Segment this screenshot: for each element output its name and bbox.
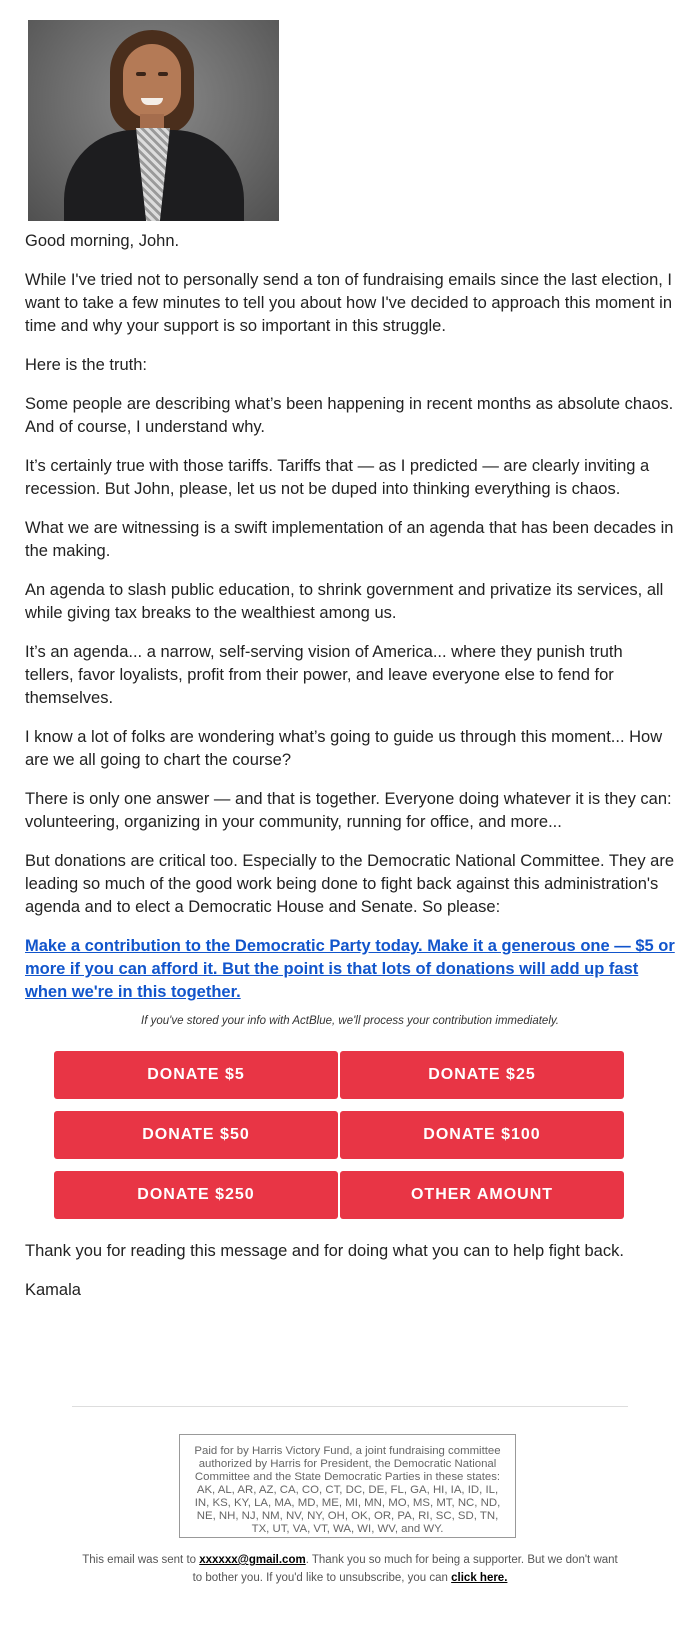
paragraph: I know a lot of folks are wondering what’s going to guide us through this moment... How are we all going to chart the course? <box>25 728 663 769</box>
paragraph: Some people are describing what’s been happening in recent months as absolute chaos. And of course, I understand why. <box>25 395 674 436</box>
footer-body-text: . Thank you so much for being a supporter. But we don't want to bother you. If you'd like to unsubscribe, you can <box>192 1554 618 1584</box>
donate-250-button[interactable]: DONATE $250 <box>54 1171 338 1219</box>
donate-100-button[interactable]: DONATE $100 <box>340 1111 624 1159</box>
signature: Kamala <box>25 1281 81 1299</box>
contribute-link[interactable]: Make a contribution to the Democratic Party today. Make it a generous one — $5 or more if you can afford it. But the point is that lots of donations will add up fast when we're in this together. <box>25 937 675 1001</box>
actblue-note: If you've stored your info with ActBlue, we'll process your contribution immediately. <box>141 1015 559 1027</box>
portrait-eye-right <box>158 72 168 76</box>
letter-body <box>25 230 675 1020</box>
paid-for-disclaimer: Paid for by Harris Victory Fund, a joint fundraising committee authorized by Harris for President, the Democratic National Committee and the State Democratic Parties in these states: AK, AL, AR, AZ, CA, CO, CT, DC, DE, FL, GA, HI, IA, ID, IL, IN, KS, KY, LA, MA, MD, ME, MI, MN, MO, MS, MT, NC, ND, NE, NH, NJ, NM, NV, NY, OH, OK, OR, PA, RI, SC, SD, TN, TX, UT, VA, VT, WA, WI, WV, and WY. <box>179 1434 516 1538</box>
portrait-eye-left <box>136 72 146 76</box>
paragraph: But donations are critical too. Especially to the Democratic National Committee. They are leading so much of the good work being done to fight back against this administration's agenda and to elect a Democratic House and Senate. So please: <box>25 852 674 916</box>
donate-25-button[interactable]: DONATE $25 <box>340 1051 624 1099</box>
paragraph: It’s certainly true with those tariffs. Tariffs that — as I predicted — are clearly inviting a recession. But John, please, let us not be duped into thinking everything is chaos. <box>25 457 650 498</box>
divider <box>72 1406 628 1407</box>
other-amount-button[interactable]: OTHER AMOUNT <box>340 1171 624 1219</box>
donate-50-button[interactable]: DONATE $50 <box>54 1111 338 1159</box>
footer-sent-to-text: This email was sent to <box>82 1554 200 1566</box>
recipient-email-link[interactable]: xxxxxx@gmail.com <box>199 1554 306 1566</box>
greeting: Good morning, John. <box>25 232 180 250</box>
footer <box>80 1551 620 1587</box>
portrait-face <box>123 44 181 118</box>
paragraph: An agenda to slash public education, to shrink government and privatize its services, all while giving tax breaks to the wealthiest among us. <box>25 581 664 622</box>
paragraph: Here is the truth: <box>25 356 147 374</box>
paragraph: There is only one answer — and that is together. Everyone doing whatever it is they can: volunteering, organizing in your community, running for office, and more... <box>25 790 672 831</box>
portrait-photo <box>28 20 279 221</box>
unsubscribe-link[interactable]: click here. <box>451 1572 508 1584</box>
paragraph: What we are witnessing is a swift implementation of an agenda that has been decades in the making. <box>25 519 674 560</box>
donate-5-button[interactable]: DONATE $5 <box>54 1051 338 1099</box>
closing-line: Thank you for reading this message and for doing what you can to help fight back. <box>25 1242 624 1260</box>
portrait-smile <box>141 98 163 105</box>
paragraph: While I've tried not to personally send a ton of fundraising emails since the last election, I want to take a few minutes to tell you about how I've decided to approach this moment in time and why your support is so important in this struggle. <box>25 271 673 335</box>
paragraph: It’s an agenda... a narrow, self-serving vision of America... where they punish truth tellers, favor loyalists, profit from their power, and leave everyone else to fend for themselves. <box>25 643 623 707</box>
